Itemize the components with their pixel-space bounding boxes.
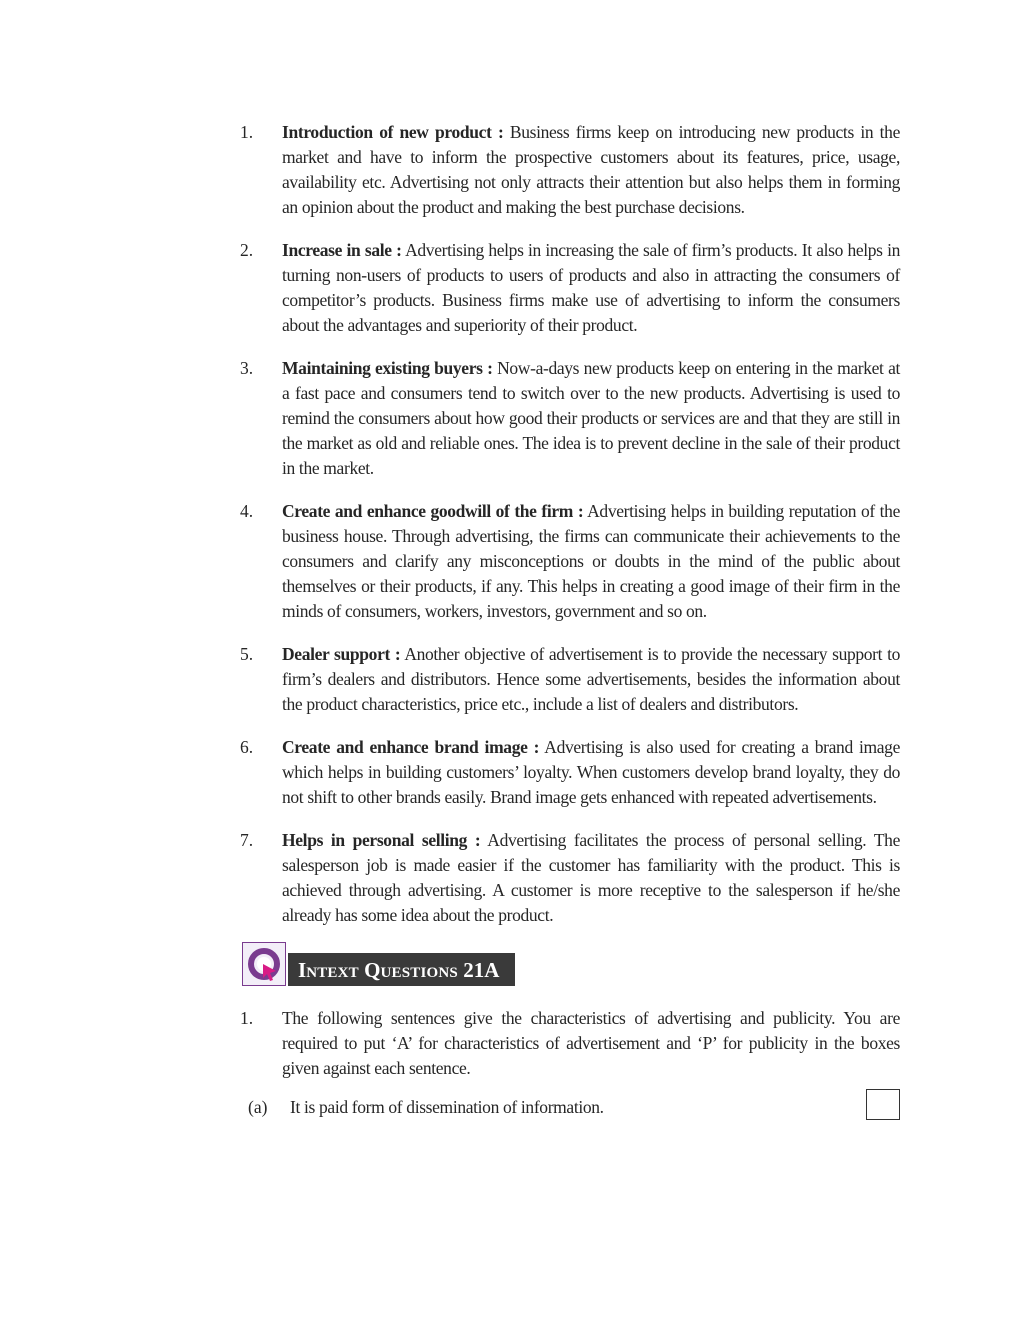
question-item [240,1006,900,1081]
title-rest-ntext: NTEXT [306,965,359,981]
item-term: Create and enhance brand image : [282,737,540,757]
item-number: 5. [240,644,254,664]
title-cap-q: Q [364,958,381,982]
subquestion-text: It is paid form of dissemination of information. [290,1097,604,1117]
item-body [282,828,900,928]
item-text: Business firms keep on introducing new products in the market and have to inform the prospective customers about its features, price, usage, availability etc. Advertising not only attracts their attention but also helps them in forming an opinion about the product and making the best purchase decisions. [282,122,900,217]
item-number: 3. [240,358,254,378]
item-term: Create and enhance goodwill of the firm : [282,501,584,521]
item-number: 7. [240,830,254,850]
item-number: 2. [240,240,254,260]
list-item [240,356,900,481]
title-rest-uestions: UESTIONS [380,965,458,981]
question-number: 1. [240,1008,254,1028]
item-text: Now-a-days new products keep on entering in the market at a fast pace and consumers tend to switch over to the new products. Advertising is used to remind the consumers about how good their products or services are and that they are still in the market as old and reliable ones. The idea is to prevent decline in the sale of their product in the market. [282,358,900,478]
item-body [282,642,900,717]
title-number: 21A [463,958,500,982]
intext-questions-title [288,953,515,986]
answer-box[interactable] [866,1089,900,1120]
title-cap-i: I [298,958,307,982]
subquestion-label: (a) [248,1097,268,1117]
item-text: Another objective of advertisement is to provide the necessary support to firm’s dealers and distributors. Hence some advertisements, besides the information about the product characteristics, price etc., include a list of dealers and distributors. [282,644,900,714]
question-text: The following sentences give the characteristics of advertising and publicity. You are required to put ‘A’ for characteristics of advertisement and ‘P’ for publicity in the boxes given against each sentence. [282,1008,900,1078]
item-body [282,499,900,624]
q-logo-icon [242,942,286,986]
page-content [240,120,900,1120]
item-text: Advertising facilitates the process of personal selling. The salesperson job is made easier if the customer has familiarity with the product. This is achieved through advertising. A customer is more receptive to the salesperson if he/she already has some idea about the product. [282,830,900,925]
q-logo-graphic [243,943,285,985]
item-term: Increase in sale : [282,240,402,260]
item-term: Introduction of new product : [282,122,504,142]
item-term: Helps in personal selling : [282,830,481,850]
item-body [282,735,900,810]
item-body [282,356,900,481]
item-text: Advertising is also used for creating a brand image which helps in building customers’ loyalty. When customers develop brand loyalty, they do not shift to other brands easily. Brand image gets enhanced with repeated advertisements. [282,737,900,807]
item-text: Advertising helps in building reputation of the business house. Through advertising, the firms can communicate their achievements to the consumers and clarify any misconceptions or doubts in the mind of the public about themselves or their products, if any. This helps in creating a good image of their firm in the minds of consumers, workers, investors, government and so on. [282,501,900,621]
item-number: 4. [240,501,254,521]
item-body [282,238,900,338]
list-item [240,642,900,717]
item-term: Maintaining existing buyers : [282,358,493,378]
item-number: 1. [240,122,254,142]
intext-questions-header [240,942,900,988]
item-term: Dealer support : [282,644,401,664]
item-number: 6. [240,737,254,757]
item-text: Advertising helps in increasing the sale of firm’s products. It also helps in turning non-users of products to users of products and also in attracting the consumers of competitor’s products. Business firms make use of advertising to inform the consumers about the advantages and superiority of their product. [282,240,901,335]
list-item [240,828,900,928]
list-item [240,735,900,810]
subquestion-a [240,1095,900,1120]
list-item [240,499,900,624]
list-item [240,238,900,338]
list-item [240,120,900,220]
item-body [282,120,900,220]
